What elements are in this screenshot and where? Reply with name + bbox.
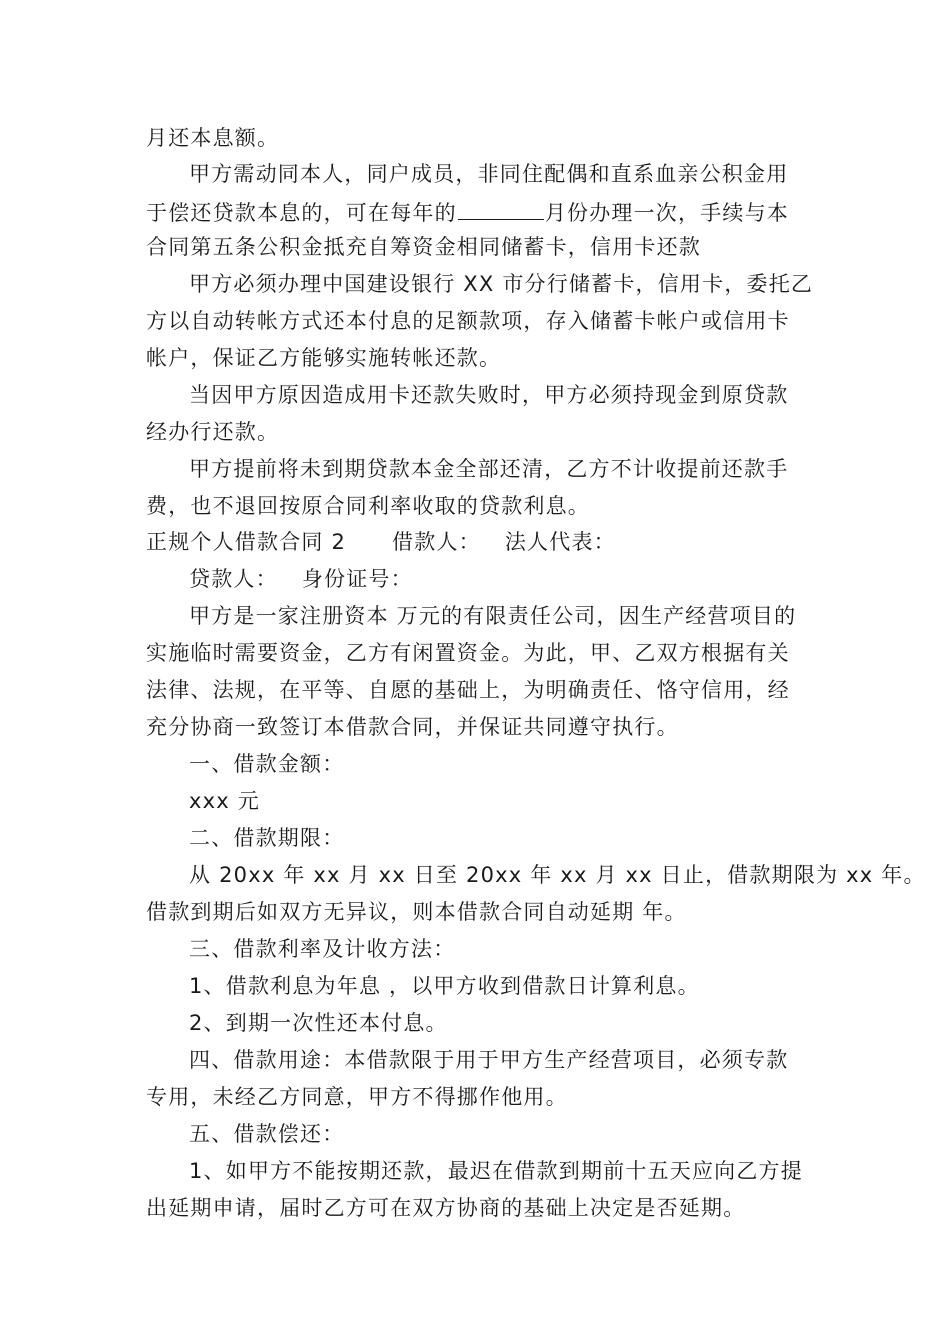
- section-heading: 一、借款金额：: [189, 752, 345, 776]
- text-line: 1、借款利息为年息 ，以甲方收到借款日计算利息。: [189, 974, 700, 998]
- text-line: xxx 元: [189, 789, 260, 813]
- legal-rep-label: 法人代表：: [504, 530, 616, 554]
- text-line: 费，也不退回按原合同利率收取的贷款利息。: [146, 494, 590, 518]
- text-line: 合同第五条公积金抵充自筹资金相同储蓄卡，信用卡还款: [146, 235, 701, 259]
- section-heading: 二、借款期限：: [189, 826, 345, 850]
- text-line: 实施临时需要资金，乙方有闲置资金。为此，甲、乙双方根据有关: [146, 641, 790, 665]
- borrower-label: 借款人：: [392, 530, 481, 554]
- text-line: 四、借款用途：本借款限于用于甲方生产经营项目，必须专款: [189, 1048, 789, 1072]
- fill-in-blank: [458, 197, 544, 220]
- text-line-with-blank: [146, 197, 789, 227]
- lender-label: 贷款人：: [189, 567, 278, 591]
- text-line: 当因甲方原因造成用卡还款失败时，甲方必须持现金到原贷款: [189, 383, 789, 407]
- text-line: 帐户，保证乙方能够实施转帐还款。: [146, 346, 502, 370]
- lender-line: [189, 565, 413, 593]
- text-line: 充分协商一致签订本借款合同，并保证共同遵守执行。: [146, 715, 679, 739]
- text-line: 经办行还款。: [146, 420, 280, 444]
- text-line: 月还本息额。: [146, 126, 280, 150]
- text-line: 甲方必须办理中国建设银行 XX 市分行储蓄卡，信用卡，委托乙: [189, 272, 814, 296]
- text-line: 出延期申请，届时乙方可在双方协商的基础上决定是否延期。: [146, 1196, 746, 1220]
- text-segment: 月份办理一次，手续与本: [544, 201, 790, 225]
- text-line: 专用，未经乙方同意，甲方不得挪作他用。: [146, 1085, 568, 1109]
- text-line: 借款到期后如双方无异议，则本借款合同自动延期 年。: [146, 900, 687, 924]
- section-heading: 三、借款利率及计收方法：: [189, 937, 456, 961]
- text-line: 甲方是一家注册资本 万元的有限责任公司，因生产经营项目的: [189, 604, 797, 628]
- text-line: 甲方需动同本人，同户成员，非同住配偶和直系血亲公积金用: [189, 162, 789, 186]
- text-line: 方以自动转帐方式还本付息的足额款项，存入储蓄卡帐户或信用卡: [146, 309, 790, 333]
- text-line: 甲方提前将未到期贷款本金全部还清，乙方不计收提前还款手: [189, 457, 789, 481]
- text-line: 从 20xx 年 xx 月 xx 日至 20xx 年 xx 月 xx 日止，借款期限为 xx 年。: [189, 863, 926, 887]
- text-segment: 于偿还贷款本息的，可在每年的: [146, 201, 457, 225]
- section-heading: 五、借款偿还：: [189, 1122, 345, 1146]
- contract-heading-line: [146, 528, 616, 556]
- text-line: 法律、法规，在平等、自愿的基础上，为明确责任、恪守信用，经: [146, 678, 790, 702]
- id-number-label: 身份证号：: [301, 567, 413, 591]
- text-line: 1、如甲方不能按期还款，最迟在借款到期前十五天应向乙方提: [189, 1159, 803, 1183]
- contract-title: 正规个人借款合同 2: [146, 530, 347, 554]
- text-line: 2、到期一次性还本付息。: [189, 1011, 448, 1035]
